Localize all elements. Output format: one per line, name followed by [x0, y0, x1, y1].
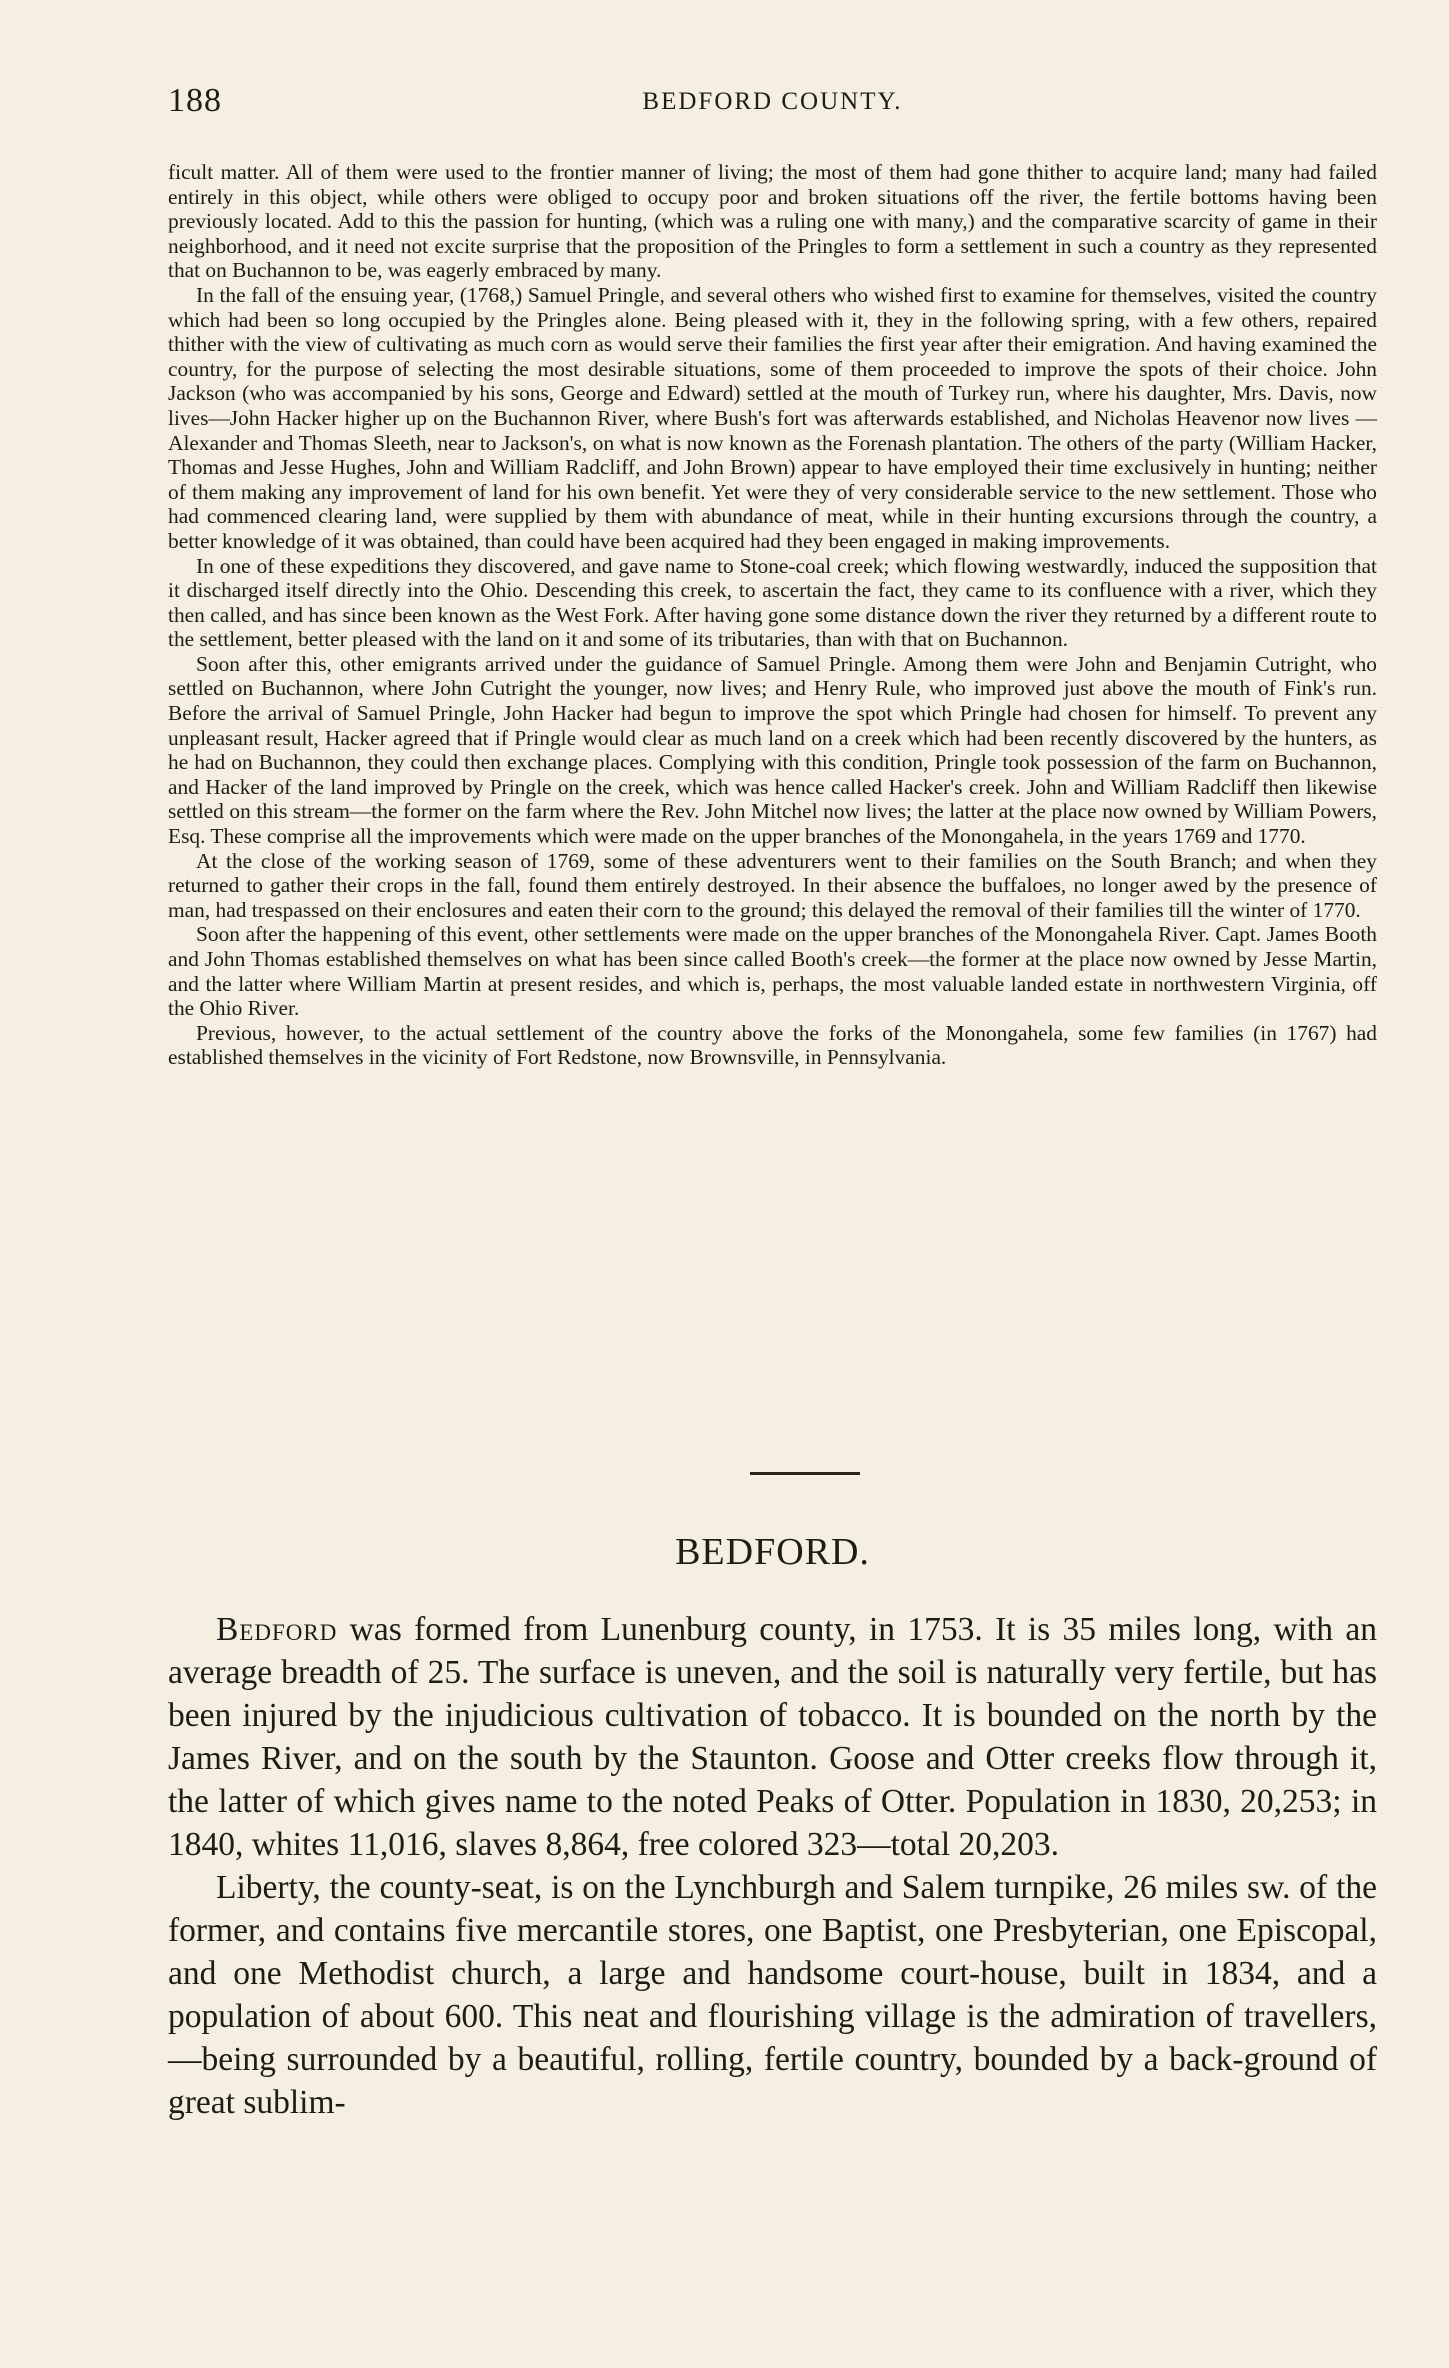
paragraph: Previous, however, to the actual settlement of the country above the forks of the Monongahela, some few families (in 1767) had established themselves in the vicinity of Fort Redstone, now Brownsville, in Pennsylvania.	[168, 1020, 1377, 1070]
paragraph-text: was formed from Lunenburg county, in 1753. It is 35 miles long, with an average breadth of 25. The surface is uneven, and the soil is naturally very fertile, but has been injured by the injudicious cultivation of tobacco. It is bounded on the north by the James River, and on the south by the Staunton. Goose and Otter creeks flow through it, the latter of which gives name to the noted Peaks of Otter. Population in 1830, 20,253; in 1840, whites 11,016, slaves 8,864, free colored 323—total 20,203.	[168, 1611, 1377, 1863]
lead-word: Bedford	[216, 1611, 338, 1648]
paragraph: In the fall of the ensuing year, (1768,) Samuel Pringle, and several others who wished first to examine for themselves, visited the country which had been so long occupied by the Pringles alone. Being pleased with it, they in the following spring, with a few others, repaired thither with the view of cultivating as much corn as would serve their families the first year after their emigration. And having examined the country, for the purpose of selecting the most desirable situations, some of them proceeded to improve the spots of their choice. John Jackson (who was accompanied by his sons, George and Edward) settled at the mouth of Turkey run, where his daughter, Mrs. Davis, now lives—John Hacker higher up on the Buchannon River, where Bush's fort was afterwards established, and Nicholas Heavenor now lives —Alexander and Thomas Sleeth, near to Jackson's, on what is now known as the Forenash plantation. The others of the party (William Hacker, Thomas and Jesse Hughes, John and William Radcliff, and John Brown) appear to have employed their time exclusively in hunting; neither of them making any improvement of land for his own benefit. Yet were they of very considerable service to the new settlement. Those who had commenced clearing land, were supplied by them with abundance of meat, while in their hunting excursions through the country, a better knowledge of it was obtained, than could have been acquired had they been engaged in making improvements.	[168, 282, 1377, 553]
page-number: 188	[168, 82, 222, 119]
paragraph: Soon after the happening of this event, other settlements were made on the upper branches of the Monongahela River. Capt. James Booth and John Thomas established themselves on what has been since called Booth's creek—the former at the place now owned by Jesse Martin, and the latter where William Martin at present resides, and which is, perhaps, the most valuable landed estate in northwestern Virginia, off the Ohio River.	[168, 922, 1377, 1021]
section-divider	[750, 1472, 860, 1475]
paragraph: At the close of the working season of 1769, some of these adventurers went to their families on the South Branch; and when they returned to gather their crops in the fall, found them entirely destroyed. In their absence the buffaloes, no longer awed by the presence of man, had trespassed on their enclosures and eaten their corn to the ground; this delayed the removal of their families till the winter of 1770.	[168, 848, 1377, 922]
running-head: BEDFORD COUNTY.	[642, 88, 903, 115]
page-header	[168, 82, 1377, 132]
paragraph: Soon after this, other emigrants arrived under the guidance of Samuel Pringle. Among them were John and Benjamin Cutright, who settled on Buchannon, where John Cutright the younger, now lives; and Henry Rule, who improved just above the mouth of Fink's run. Before the arrival of Samuel Pringle, John Hacker had begun to improve the spot which Pringle had chosen for himself. To prevent any unpleasant result, Hacker agreed that if Pringle would clear as much land on a creek which had been recently discovered by the hunters, as he had on Buchannon, they could then exchange places. Complying with this condition, Pringle took possession of the farm on Buchannon, and Hacker of the land improved by Pringle on the creek, which was hence called Hacker's creek. John and William Radcliff then likewise settled on this stream—the former on the farm where the Rev. John Mitchel now lives; the latter at the place now owned by William Powers, Esq. These comprise all the improvements which were made on the upper branches of the Monongahela, in the years 1769 and 1770.	[168, 651, 1377, 849]
paragraph: Liberty, the county-seat, is on the Lynchburgh and Salem turnpike, 26 miles sw. of the former, and contains five mercantile stores, one Baptist, one Presbyterian, one Episcopal, and one Methodist church, a large and handsome court-house, built in 1834, and a population of about 600. This neat and flourishing village is the admiration of travellers,—being surrounded by a beautiful, rolling, fertile country, bounded by a back-ground of great sublim-	[168, 1869, 1377, 2121]
paragraph: In one of these expeditions they discovered, and gave name to Stone-coal creek; which flowing westwardly, induced the supposition that it discharged itself directly into the Ohio. Descending this creek, to ascertain the fact, they came to its confluence with a river, which they then called, and has since been known as the West Fork. After having gone some distance down the river they returned by a different route to the settlement, better pleased with the land on it and some of its tributaries, than with that on Buchannon.	[168, 553, 1377, 652]
paragraph	[168, 1608, 1377, 1866]
continued-text-block	[168, 160, 1377, 1070]
section-title: BEDFORD.	[675, 1531, 870, 1573]
paragraph: ficult matter. All of them were used to the frontier manner of living; the most of them had gone thither to acquire land; many had failed entirely in this object, while others were obliged to occupy poor and broken situations off the river, the fertile bottoms having been previously located. Add to this the passion for hunting, (which was a ruling one with many,) and the comparative scarcity of game in their neighborhood, and it need not excite surprise that the proposition of the Pringles to form a settlement in such a country as they represented that on Buchannon to be, was eagerly embraced by many.	[168, 160, 1377, 283]
bedford-text-block	[168, 1608, 1377, 2124]
